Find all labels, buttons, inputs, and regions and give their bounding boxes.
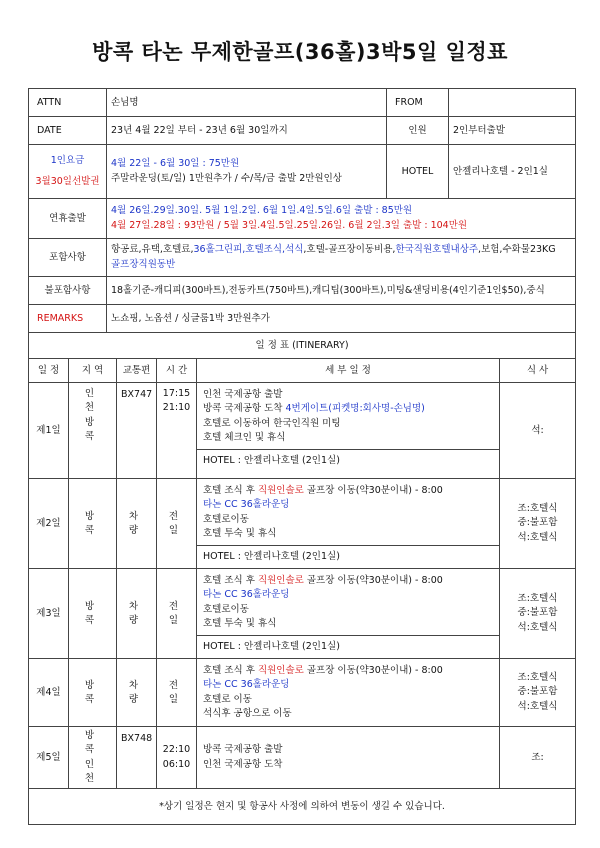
detail-text: 호텔 조식 후 — [203, 575, 258, 586]
time-line: 06:10 — [162, 758, 191, 770]
meal-line: 석:호텔식 — [517, 531, 558, 543]
hotel-label: HOTEL — [387, 145, 449, 199]
day-region: 방 콕 — [69, 479, 117, 569]
price-label-cell — [29, 145, 107, 199]
include-b: 36홀그린피,호텔조식,석식 — [193, 244, 304, 256]
detail-line: 인천 국제공항 출발 — [203, 389, 283, 400]
guide-note: 직원인솔로 — [257, 665, 304, 676]
holiday-label: 연휴출발 — [29, 199, 107, 239]
day-region: 방 콕 — [69, 569, 117, 659]
detail-line: 타논 CC 36홀라운딩 — [203, 679, 290, 691]
day-time: 전 일 — [157, 659, 197, 727]
include-value-cell — [107, 239, 576, 277]
detail-text: 호텔 조식 후 — [203, 665, 258, 676]
region-line: 방 콕 — [84, 730, 101, 756]
day-hotel: HOTEL : 안젤리나호텔 (2인1실) — [197, 635, 499, 658]
day-row — [29, 727, 576, 789]
day-label: 제2일 — [29, 479, 69, 569]
day-details — [197, 479, 500, 569]
exclude-value: 18홀기준-캐디피(300바트),전동카트(750바트),캐디팁(300바트),미팅&샌딩비용(4인기준1인$50),중식 — [107, 277, 576, 305]
day-details — [197, 659, 500, 727]
detail-line: 석식후 공항으로 이동 — [203, 707, 292, 719]
hotel-value: 안젤리나호텔 - 2인1실 — [449, 145, 576, 199]
day-meals — [500, 569, 576, 659]
attn-label: ATTN — [29, 89, 107, 117]
detail-line: 호텔로 이동하여 한국인직원 미팅 — [203, 417, 341, 429]
footnote-row — [29, 789, 576, 825]
detail-text: 호텔 조식 후 — [203, 485, 258, 496]
col-meals: 식 사 — [500, 359, 576, 383]
day-hotel: HOTEL : 안젤리나호텔 (2인1실) — [197, 449, 499, 472]
price-value-cell — [107, 145, 387, 199]
attn-value: 손님명 — [107, 89, 387, 117]
day-time: 전 일 — [157, 479, 197, 569]
day-label: 제1일 — [29, 383, 69, 479]
include-e: ,보험,수화물23KG — [478, 244, 556, 256]
details-block — [197, 569, 499, 635]
include-label: 포함사항 — [29, 239, 107, 277]
detail-line — [203, 402, 493, 416]
detail-line: 호텔 투숙 및 휴식 — [203, 527, 277, 539]
remarks-label: REMARKS — [29, 305, 107, 333]
day-details — [197, 727, 500, 789]
itinerary-sheet — [28, 88, 575, 825]
itinerary-header-row — [29, 359, 576, 383]
day-transport: 차 량 — [117, 569, 157, 659]
detail-line: 호텔 체크인 및 휴식 — [203, 431, 286, 443]
persons-label: 인원 — [387, 117, 449, 145]
itinerary-heading-row — [29, 333, 576, 359]
time-line: 17:15 — [162, 388, 191, 399]
include-a: 항공료,유택,호텔료, — [111, 244, 194, 256]
day-region — [69, 383, 117, 479]
day-transport: 차 량 — [117, 659, 157, 727]
day-label: 제3일 — [29, 569, 69, 659]
detail-line — [203, 574, 493, 588]
day-details — [197, 569, 500, 659]
detail-line: 호텔로이동 — [203, 513, 249, 525]
price-row — [29, 145, 576, 199]
day-details — [197, 383, 500, 479]
day-hotel: HOTEL : 안젤리나호텔 (2인1실) — [197, 545, 499, 568]
from-value — [449, 89, 576, 117]
include-row — [29, 239, 576, 277]
holiday-line-2: 4월 27일.28일 : 93만원 / 5월 3일.4일.5일.25일.26일. 6월 2일.3일 출발 : 104만원 — [111, 219, 468, 231]
meal-line: 석: — [531, 424, 544, 436]
attn-row — [29, 89, 576, 117]
date-row — [29, 117, 576, 145]
detail-text: 골프장 이동(약30분이내) - 8:00 — [303, 665, 443, 676]
region-line: 인 천 — [84, 388, 101, 414]
remarks-value: 노쇼핑, 노옵션 / 싱글룸1박 3만원추가 — [107, 305, 576, 333]
exclude-label: 불포함사항 — [29, 277, 107, 305]
page-title: 방콕 타논 무제한골프(36홀)3박5일 일정표 — [92, 40, 508, 64]
day-transport: BX748 — [117, 727, 157, 789]
region-line: 방 콕 — [84, 416, 101, 442]
details-block — [197, 383, 499, 449]
footnote: *상기 일정은 현지 및 항공사 사정에 의하여 변동이 생길 수 있습니다. — [29, 789, 576, 825]
details-block — [197, 479, 499, 545]
day-transport: BX747 — [117, 383, 157, 479]
price-label-1: 1인요금 — [50, 155, 85, 167]
col-transport: 교통편 — [117, 359, 157, 383]
holiday-line-1: 4월 26일.29일.30일. 5월 1일.2일. 6월 1일.4일.5일.6일 출발 : 85만원 — [111, 205, 413, 217]
include-f: 골프장직원동반 — [111, 258, 176, 270]
detail-text: 방콕 국제공항 도착 — [203, 403, 286, 415]
day-transport: 차 량 — [117, 479, 157, 569]
day-time — [157, 383, 197, 479]
date-label: DATE — [29, 117, 107, 145]
detail-text: 골프장 이동(약30분이내) - 8:00 — [303, 485, 443, 496]
meal-line: 조: — [531, 751, 544, 763]
exclude-row — [29, 277, 576, 305]
from-label: FROM — [387, 89, 449, 117]
day-time — [157, 727, 197, 789]
include-line-1 — [111, 243, 571, 257]
day-time: 전 일 — [157, 569, 197, 659]
detail-line: 호텔 투숙 및 휴식 — [203, 617, 277, 629]
time-line: 21:10 — [162, 402, 191, 414]
col-details: 세 부 일 정 — [197, 359, 500, 383]
detail-text: 골프장 이동(약30분이내) - 8:00 — [303, 575, 443, 586]
day-row — [29, 383, 576, 479]
include-c: ,호텔-골프장이동비용, — [303, 244, 396, 256]
meal-line: 조:호텔식 — [517, 593, 558, 605]
info-table — [28, 88, 576, 333]
day-region — [69, 727, 117, 789]
itinerary-table — [28, 332, 576, 825]
price-line-1: 4월 22일 - 6월 30일 : 75만원 — [111, 158, 240, 170]
guide-note: 직원인솔로 — [257, 485, 304, 496]
holiday-value-cell — [107, 199, 576, 239]
price-line-2: 주말라운딩(토/일) 1만원추가 / 수/목/금 출발 2만원인상 — [111, 172, 342, 184]
meal-line: 중:불포함 — [517, 607, 558, 619]
day-meals — [500, 383, 576, 479]
day-row — [29, 659, 576, 727]
meal-line: 석:호텔식 — [517, 621, 558, 633]
meal-line: 조:호텔식 — [517, 503, 558, 515]
day-meals — [500, 659, 576, 727]
meal-line: 중:불포함 — [517, 517, 558, 529]
time-line: 22:10 — [162, 744, 191, 756]
holiday-row — [29, 199, 576, 239]
day-meals — [500, 479, 576, 569]
detail-line: 타논 CC 36홀라운딩 — [203, 589, 290, 601]
day-meals — [500, 727, 576, 789]
col-day: 일 정 — [29, 359, 69, 383]
day-label: 제4일 — [29, 659, 69, 727]
itinerary-heading: 일 정 표 (ITINERARY) — [29, 333, 576, 359]
col-time: 시 간 — [157, 359, 197, 383]
date-value: 23년 4월 22일 부터 - 23년 6월 30일까지 — [107, 117, 387, 145]
guide-note: 직원인솔로 — [257, 575, 304, 586]
detail-line: 호텔로 이동 — [203, 693, 252, 705]
day-row — [29, 569, 576, 659]
day-region: 방 콕 — [69, 659, 117, 727]
detail-line: 호텔로이동 — [203, 603, 249, 615]
meal-line: 조:호텔식 — [517, 672, 558, 684]
remarks-row — [29, 305, 576, 333]
region-line: 인 천 — [84, 758, 101, 784]
meal-line: 석:호텔식 — [517, 700, 558, 712]
day-label: 제5일 — [29, 727, 69, 789]
gate-info: 4번게이트(피켓명:회사명-손님명) — [285, 403, 425, 415]
meal-line: 중:불포함 — [517, 686, 558, 698]
include-d: 한국직원호텔내상주 — [395, 244, 479, 256]
col-region: 지 역 — [69, 359, 117, 383]
detail-line — [203, 664, 493, 678]
detail-line: 인천 국제공항 도착 — [203, 758, 283, 770]
persons-value: 2인부터출발 — [449, 117, 576, 145]
detail-line: 방콕 국제공항 출발 — [203, 744, 283, 756]
price-label-2: 3월30일선발권 — [35, 175, 100, 187]
detail-line — [203, 484, 493, 498]
detail-line: 타논 CC 36홀라운딩 — [203, 499, 290, 511]
day-row — [29, 479, 576, 569]
